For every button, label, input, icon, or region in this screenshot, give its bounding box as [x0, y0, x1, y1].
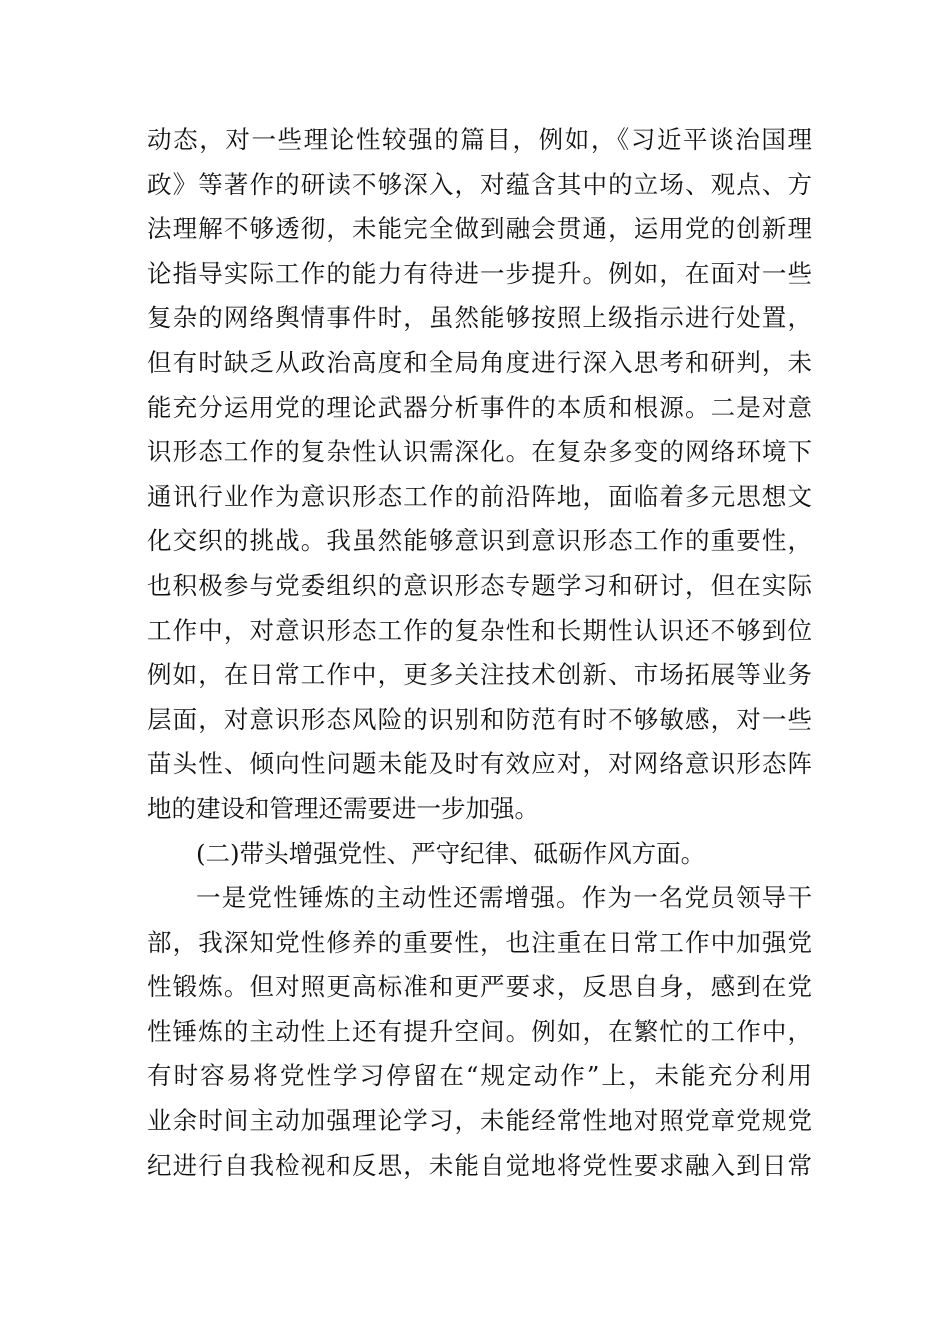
- body-line: 性锤炼的主动性上还有提升空间。例如，在繁忙的工作中，: [147, 1016, 812, 1046]
- body-line: 部，我深知党性修养的重要性，也注重在日常工作中加强党: [147, 927, 812, 957]
- body-line: 纪进行自我检视和反思，未能自觉地将党性要求融入到日常: [147, 1150, 812, 1180]
- body-line: 例如，在日常工作中，更多关注技术创新、市场拓展等业务: [147, 660, 812, 690]
- body-line: 地的建设和管理还需要进一步加强。: [147, 793, 539, 823]
- body-line: 通讯行业作为意识形态工作的前沿阵地，面临着多元思想文: [147, 481, 812, 511]
- body-line: 论指导实际工作的能力有待进一步提升。例如，在面对一些: [147, 258, 812, 288]
- body-line: 苗头性、倾向性问题未能及时有效应对，对网络意识形态阵: [147, 749, 812, 779]
- body-line: 化交织的挑战。我虽然能够意识到意识形态工作的重要性，: [147, 526, 812, 556]
- body-line: 层面，对意识形态风险的识别和防范有时不够敏感，对一些: [147, 704, 812, 734]
- body-line: 能充分运用党的理论武器分析事件的本质和根源。二是对意: [147, 392, 812, 422]
- section-heading: (二)带头增强党性、严守纪律、砥砺作风方面。: [196, 838, 706, 868]
- document-body: [147, 118, 812, 1188]
- body-line: 业余时间主动加强理论学习，未能经常性地对照党章党规党: [147, 1106, 812, 1136]
- body-line: 也积极参与党委组织的意识形态专题学习和研讨，但在实际: [147, 570, 812, 600]
- paragraph-first-line: 一是党性锤炼的主动性还需增强。作为一名党员领导干: [196, 883, 812, 913]
- body-line: 动态，对一些理论性较强的篇目，例如，《习近平谈治国理: [147, 125, 812, 154]
- body-line: 工作中，对意识形态工作的复杂性和长期性认识还不够到位: [147, 615, 812, 645]
- body-line: 政》等著作的研读不够深入，对蕴含其中的立场、观点、方: [147, 169, 812, 199]
- body-line: 性锻炼。但对照更高标准和更严要求，反思自身，感到在党: [147, 972, 812, 1002]
- body-line: 但有时缺乏从政治高度和全局角度进行深入思考和研判，未: [147, 347, 812, 377]
- body-line: 法理解不够透彻，未能完全做到融会贯通，运用党的创新理: [147, 214, 812, 244]
- body-line: 有时容易将党性学习停留在“规定动作”上，未能充分利用: [147, 1061, 812, 1091]
- body-line: 识形态工作的复杂性认识需深化。在复杂多变的网络环境下: [147, 437, 812, 467]
- body-line: 复杂的网络舆情事件时，虽然能够按照上级指示进行处置，: [147, 303, 812, 333]
